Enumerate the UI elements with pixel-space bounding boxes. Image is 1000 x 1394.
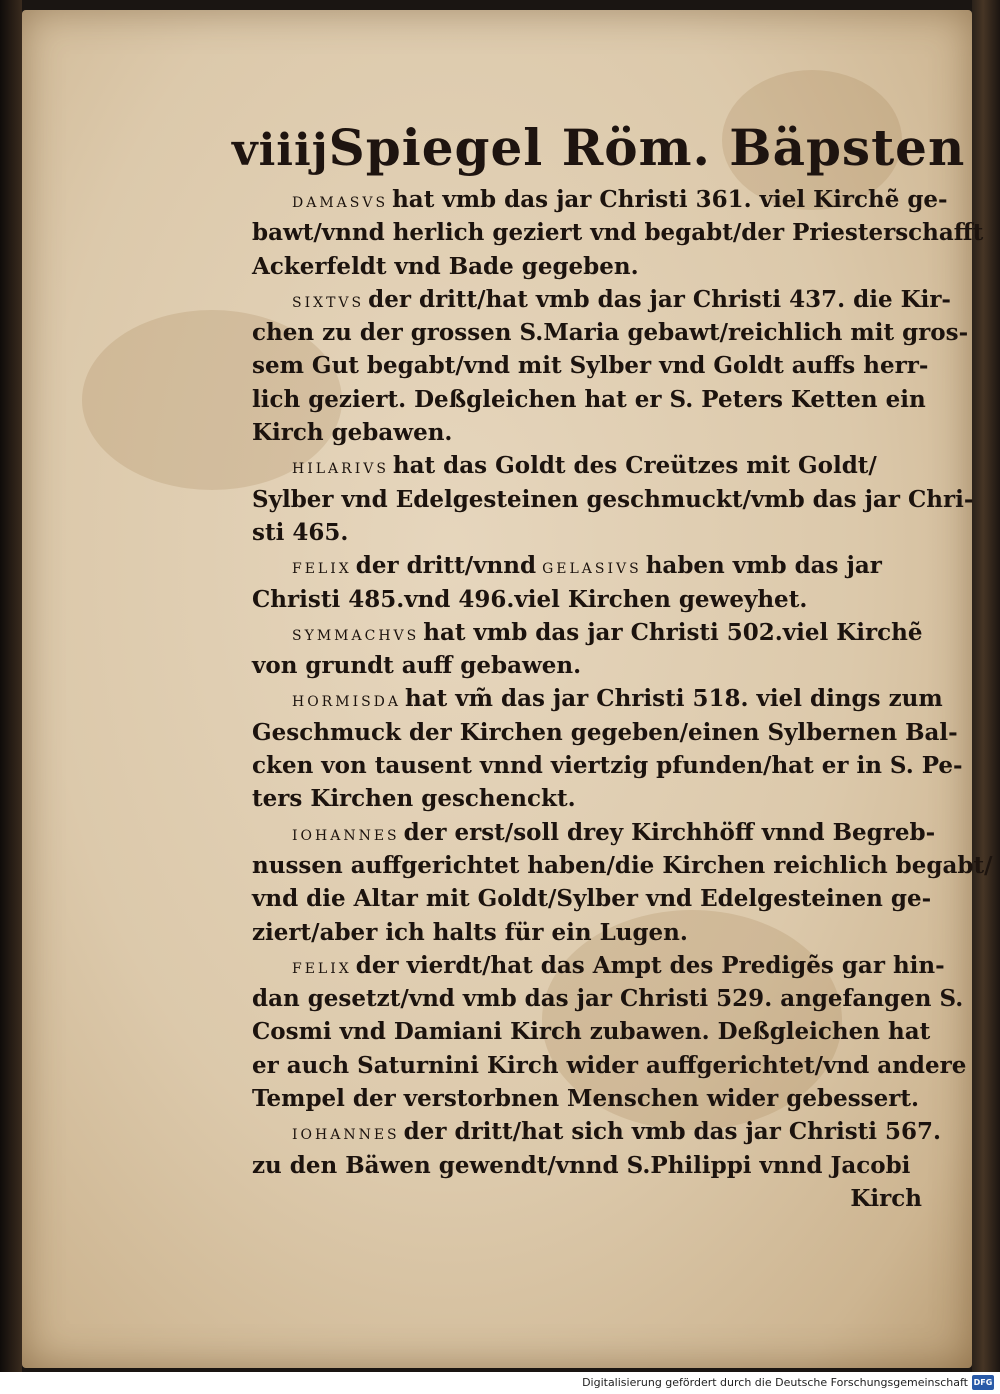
line-text: cken von tausent vnnd viertzig pfunden/hat er in S. Pe-	[252, 752, 963, 780]
paragraph	[252, 549, 932, 616]
line-text: Geschmuck der Kirchen gegeben/einen Sylbernen Bal-	[252, 718, 958, 746]
line-text: der dritt/hat sich vmb das jar Christi 567.	[403, 1118, 942, 1146]
line-text: der vierdt/hat das Ampt des Predigẽs gar hin-	[355, 951, 945, 979]
paragraph	[252, 816, 993, 949]
text-line	[252, 682, 943, 715]
pope-name: SYMMACHVS	[292, 627, 420, 644]
text-line	[252, 1015, 932, 1048]
line-text: Christi 485.vnd 496.viel Kirchen geweyhet.	[252, 585, 808, 613]
paragraph	[252, 183, 984, 283]
line-text: haben vmb das jar	[645, 552, 882, 580]
footer-bar	[0, 1372, 1000, 1394]
line-text: vnd die Altar mit Goldt/Sylber vnd Edelgesteinen ge-	[252, 885, 932, 913]
footer-credit: Digitalisierung gefördert durch die Deutsche Forschungsgemeinschaft	[582, 1376, 968, 1389]
line-text: Cosmi vnd Damiani Kirch zubawen. Deßgleichen hat	[252, 1018, 931, 1046]
line-text: hat vmb das jar Christi 361. viel Kirchẽ ge-	[392, 186, 948, 213]
line-text: von grundt auff gebawen.	[252, 652, 582, 680]
text-line	[252, 1049, 967, 1082]
text-line	[252, 549, 932, 582]
paragraph	[252, 682, 963, 815]
pope-name: IOHANNES	[292, 827, 400, 844]
running-title: Spiegel Röm. Bäpsten	[328, 118, 966, 177]
text-line	[252, 583, 932, 616]
pope-name: GELASIVS	[542, 561, 642, 578]
text-line	[252, 1082, 932, 1115]
line-text: lich geziert. Deßgleichen hat er S. Peters Ketten ein	[252, 385, 926, 413]
text-line	[252, 449, 932, 482]
line-text: hat vmb das jar Christi 502.viel Kirchẽ	[423, 618, 923, 646]
text-line	[252, 816, 936, 849]
pope-name: IOHANNES	[292, 1127, 400, 1144]
text-line	[252, 716, 958, 749]
dfg-logo-icon: DFG	[972, 1375, 994, 1390]
text-line	[252, 383, 932, 416]
paragraph	[252, 283, 969, 449]
line-text: hat vm̃ das jar Christi 518. viel dings zum	[405, 685, 943, 713]
text-line	[252, 349, 932, 382]
line-text: sem Gut begabt/vnd mit Sylber vnd Goldt auffs herr-	[252, 352, 929, 380]
text-line	[252, 949, 945, 982]
text-line	[252, 782, 932, 815]
pope-name: FELIX	[292, 960, 352, 977]
line-text: Tempel der verstorbnen Menschen wider gebessert.	[252, 1085, 919, 1113]
line-text: der dritt/hat vmb das jar Christi 437. die Kir-	[368, 285, 951, 313]
line-text: nussen auffgerichtet haben/die Kirchen reichlich begabt/	[252, 851, 993, 879]
pope-name: DAMASVS	[292, 195, 389, 211]
line-text: der dritt/vnnd	[355, 552, 537, 580]
line-text: bawt/vnnd herlich geziert vnd begabt/der Priesterschafft	[252, 219, 984, 247]
page-header	[232, 118, 966, 188]
text-line	[252, 216, 984, 249]
text-line	[252, 882, 932, 915]
text-line	[252, 916, 932, 949]
line-text: hat das Goldt des Creützes mit Goldt/	[392, 452, 877, 480]
text-line	[252, 316, 969, 349]
line-text: Kirch gebawen.	[252, 419, 453, 447]
text-line	[252, 483, 974, 516]
line-text: der erst/soll drey Kirchhöff vnnd Begreb-	[403, 818, 936, 846]
catchword: Kirch	[850, 1184, 922, 1212]
line-text: er auch Saturnini Kirch wider auffgerichtet/vnd andere	[252, 1051, 967, 1079]
book-binding	[0, 0, 22, 1372]
text-line	[252, 250, 932, 283]
paragraph	[252, 449, 974, 549]
text-line	[252, 982, 964, 1015]
line-text: ters Kirchen geschenckt.	[252, 785, 576, 813]
folio-number: viiij	[232, 125, 329, 176]
line-text: chen zu der grossen S.Maria gebawt/reichlich mit gros-	[252, 319, 969, 347]
page-edge	[972, 0, 1000, 1372]
line-text: zu den Bäwen gewendt/vnnd S.Philippi vnnd Jacobi	[252, 1151, 911, 1179]
line-text: ziert/aber ich halts für ein Lugen.	[252, 918, 688, 946]
line-text: Sylber vnd Edelgesteinen geschmuckt/vmb das jar Chri-	[252, 485, 974, 513]
text-line	[252, 849, 993, 882]
line-text: sti 465.	[252, 518, 349, 546]
text-line	[252, 1149, 932, 1182]
pope-name: SIXTVS	[292, 294, 365, 311]
text-line	[252, 183, 948, 216]
pope-name: HORMISDA	[292, 694, 402, 711]
pope-name: FELIX	[292, 561, 352, 578]
pope-name: HILARIVS	[292, 461, 389, 478]
text-line	[252, 616, 932, 649]
text-line	[252, 749, 963, 782]
text-line	[252, 416, 932, 449]
text-line	[252, 1115, 942, 1148]
line-text: Ackerfeldt vnd Bade gegeben.	[252, 252, 639, 280]
text-line	[252, 283, 951, 316]
text-line	[252, 649, 932, 682]
paragraph	[252, 616, 932, 683]
text-line	[252, 516, 932, 549]
paragraph	[252, 949, 967, 1115]
line-text: dan gesetzt/vnd vmb das jar Christi 529. angefangen S.	[252, 985, 964, 1013]
paragraph	[252, 1115, 942, 1182]
text-block	[252, 183, 993, 1215]
